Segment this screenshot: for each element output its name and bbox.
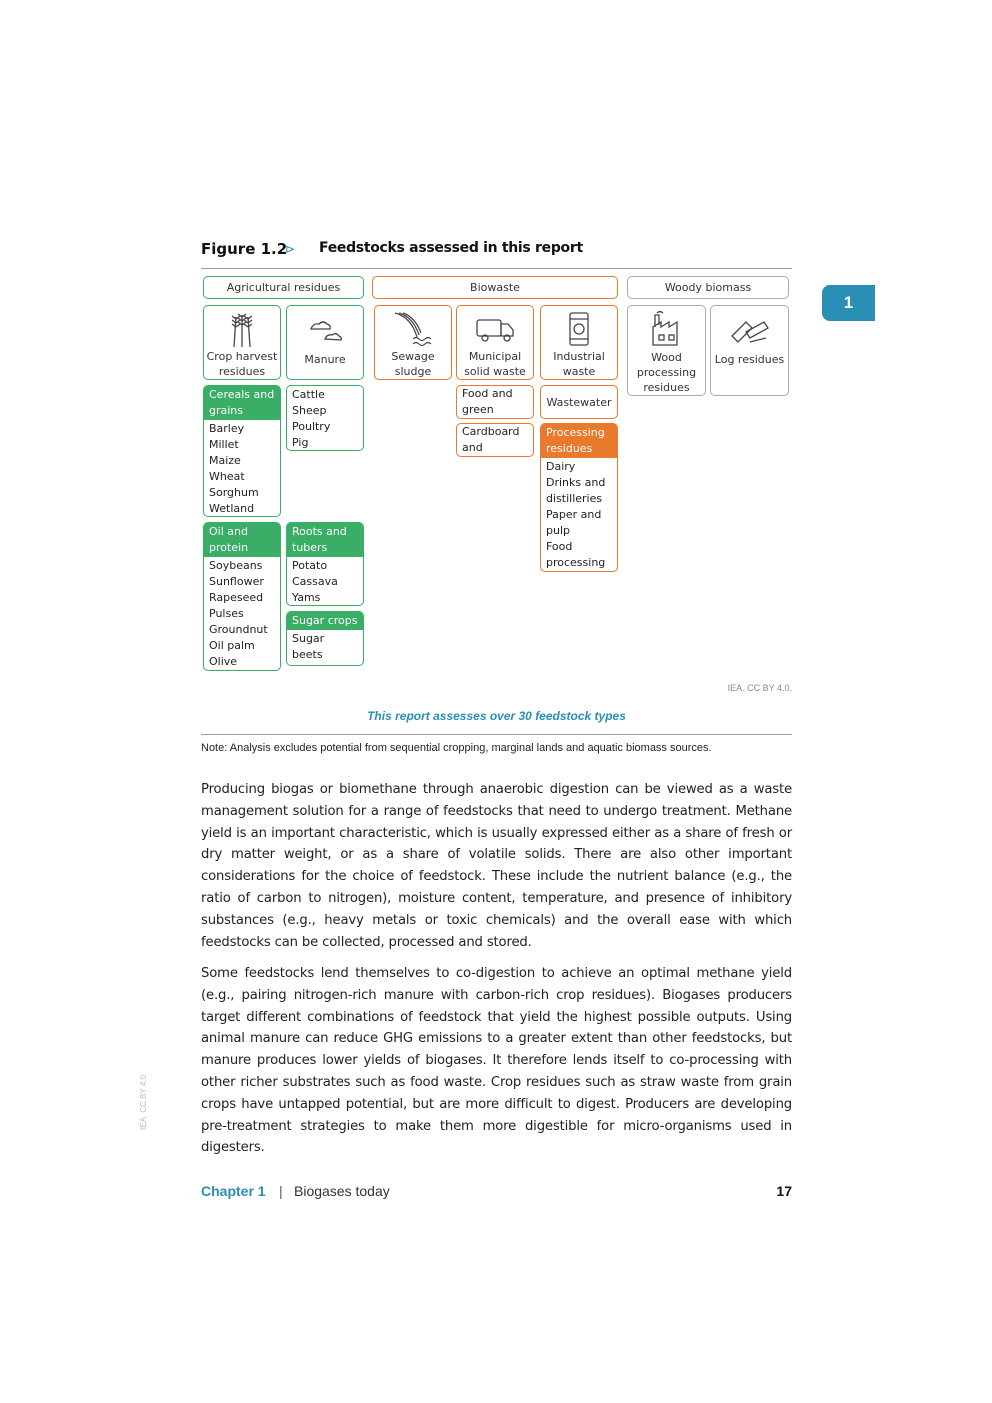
- card-label: Crop harvest residues: [206, 350, 278, 378]
- category-agricultural-residues: Agricultural residues: [203, 276, 364, 299]
- figure-bottom-rule: [201, 734, 792, 735]
- figure-credit: IEA. CC BY 4.0.: [727, 683, 792, 693]
- list-item: Groundnut: [209, 623, 268, 636]
- page-number: 17: [776, 1183, 792, 1199]
- list-item: Wheat: [209, 470, 245, 483]
- figure-note: Note: Analysis excludes potential from sequential cropping, marginal lands and aquatic biomass sources.: [201, 742, 712, 754]
- figure-number: Figure 1.2: [201, 240, 288, 258]
- side-credit: IEA. CC BY 4.0.: [139, 1072, 148, 1130]
- category-biowaste: Biowaste: [372, 276, 618, 299]
- list-item: Sorghum: [209, 486, 259, 499]
- card-label: Wood processing residues: [636, 351, 697, 394]
- list-roots-and-tubers: [286, 522, 364, 606]
- list-item: Sheep: [292, 404, 327, 417]
- list-item: Potato: [292, 559, 328, 572]
- figure-top-rule: [201, 268, 792, 269]
- list-item: Yams: [292, 591, 321, 604]
- list-item: Food processing: [546, 540, 606, 569]
- list-food-and-green: [456, 385, 534, 419]
- factory-icon: [628, 308, 705, 350]
- list-head: Oil and protein: [204, 523, 280, 557]
- category-woody-biomass: Woody biomass: [627, 276, 789, 299]
- card-label: Industrial waste: [553, 350, 605, 378]
- wheat-icon: [204, 308, 280, 349]
- list-item: Olive: [209, 655, 238, 668]
- logs-icon: [711, 308, 788, 352]
- figure-arrow-icon[interactable]: ⊳: [285, 242, 296, 256]
- list-item: Cardboard and: [462, 425, 520, 454]
- list-item: Food and green: [462, 387, 513, 416]
- garbage-truck-icon: [457, 308, 533, 349]
- figure-title: Feedstocks assessed in this report: [319, 240, 583, 256]
- list-wastewater: Wastewater: [540, 385, 618, 419]
- list-item: Cassava: [292, 575, 338, 588]
- list-item: Cattle: [292, 388, 325, 401]
- card-log-residues: [710, 305, 789, 396]
- figure-caption: This report assesses over 30 feedstock types: [367, 709, 626, 723]
- list-item: Drinks and distilleries: [546, 476, 606, 505]
- card-manure: [286, 305, 364, 380]
- list-cardboard-and-clippings: [456, 423, 534, 457]
- chapter-tab[interactable]: 1: [822, 285, 875, 321]
- list-head: Roots and tubers: [287, 523, 363, 557]
- list-item: Millet: [209, 438, 239, 451]
- card-wood-processing-residues: [627, 305, 706, 396]
- list-item: Barley: [209, 422, 245, 435]
- list-cereals-and-grains: [203, 385, 281, 517]
- list-item: Pulses: [209, 607, 244, 620]
- list-item: Wetland: [209, 502, 255, 515]
- toxic-barrel-icon: [541, 308, 617, 349]
- card-municipal-solid-waste: [456, 305, 534, 380]
- list-head: Sugar crops: [287, 612, 363, 630]
- sewage-icon: [375, 308, 451, 349]
- card-label: Municipal solid waste: [464, 350, 526, 378]
- card-label: Sewage sludge: [391, 350, 435, 378]
- list-head: Processing residues: [541, 424, 617, 458]
- list-item: Oil palm: [209, 639, 255, 652]
- footer-separator: |: [279, 1183, 283, 1199]
- list-oil-and-protein: [203, 522, 281, 671]
- list-item: Poultry: [292, 420, 331, 433]
- card-label: Log residues: [714, 353, 785, 366]
- list-item: Paper and pulp: [546, 508, 602, 537]
- card-industrial-waste: [540, 305, 618, 380]
- list-item: Rapeseed: [209, 591, 264, 604]
- footer-title: Biogases today: [294, 1183, 390, 1199]
- list-processing-residues: [540, 423, 618, 572]
- list-animals: [286, 385, 364, 451]
- list-item: Sugar beets: [292, 632, 325, 661]
- list-item: Soybeans: [209, 559, 263, 572]
- list-head: Cereals and grains: [204, 386, 280, 420]
- footer-chapter: Chapter 1: [201, 1183, 266, 1199]
- body-paragraph-2: Some feedstocks lend themselves to co-digestion to achieve an optimal methane yield (e.g., pairing nitrogen-rich manure with carbon-rich crop residues). Biogases producers target different combinations of feedstock that yield the highest possible outputs. Using animal manure can reduce GHG emissions to a greater extent than other feedstocks, but manure produces lower yields of biogases. It therefore lends itself to co-processing with other richer substrates such as food waste. Crop residues such as straw waste from grain crops have untapped potential, but are more difficult to digest. Producers are developing pre-treatment strategies to make them more digestible for micro-organisms used in digesters.: [201, 966, 792, 1156]
- list-sugar-crops: [286, 611, 364, 666]
- list-item: Sunflower: [209, 575, 264, 588]
- body-paragraph-1: Producing biogas or biomethane through anaerobic digestion can be viewed as a waste management solution for a range of feedstocks that need to undergo treatment. Methane yield is an important characteristic, which is usually expressed either as a share of fresh or dry matter weight, or as a share of volatile solids. There are also other important considerations for the choice of feedstock. These include the nutrient balance (e.g., the ratio of carbon to nitrogen), moisture content, temperature, and presence of inhibitory substances (e.g., heavy metals or toxic chemicals) and the overall ease with which feedstocks can be collected, processed and stored.: [201, 782, 792, 950]
- list-item: Maize: [209, 454, 241, 467]
- card-label: Manure: [304, 353, 346, 366]
- card-crop-harvest-residues: [203, 305, 281, 380]
- manure-icon: [287, 308, 363, 352]
- list-item: Dairy: [546, 460, 576, 473]
- list-item: Pig: [292, 436, 309, 449]
- list-item: [292, 663, 358, 666]
- card-sewage-sludge: [374, 305, 452, 380]
